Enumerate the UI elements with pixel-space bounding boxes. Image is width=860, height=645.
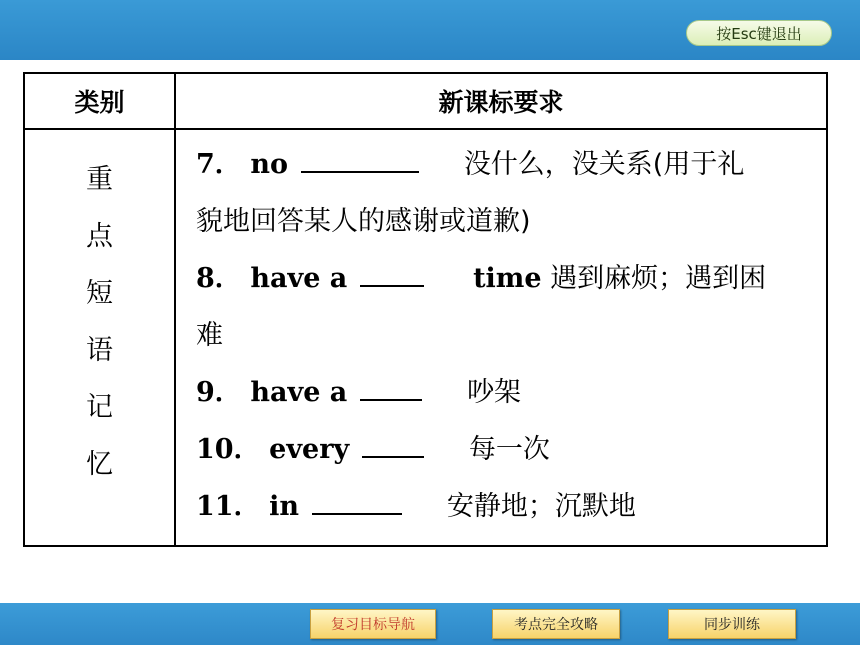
category-char: 重: [86, 164, 113, 195]
item-number: 10．: [196, 434, 261, 465]
answer-blank: [362, 430, 424, 458]
list-item: [196, 136, 810, 193]
answer-blank: [301, 145, 419, 173]
item-phrase: in: [269, 491, 300, 522]
list-item: [196, 478, 810, 535]
list-item: [196, 364, 810, 421]
item-phrase: no: [250, 149, 289, 180]
list-item: [196, 307, 810, 364]
category-char: 语: [86, 335, 113, 366]
list-item: [196, 193, 810, 250]
item-number: 8．: [196, 263, 242, 294]
item-meaning: 没什么，没关系(用于礼: [463, 149, 745, 180]
phrase-table: [23, 72, 828, 547]
item-meaning: 吵架: [467, 377, 522, 408]
practice-button[interactable]: 同步训练: [668, 609, 796, 639]
item-phrase: have a: [250, 263, 348, 294]
header-requirement: 新课标要求: [175, 73, 827, 129]
item-phrase: every: [269, 434, 350, 465]
header-category: 类别: [24, 73, 175, 129]
requirement-cell: [175, 129, 827, 546]
category-cell: [24, 129, 175, 546]
answer-blank: [360, 259, 424, 287]
item-number: 11．: [196, 491, 261, 522]
item-phrase-tail: time: [473, 263, 542, 294]
answer-blank: [360, 373, 422, 401]
item-phrase: have a: [250, 377, 348, 408]
item-meaning: 每一次: [468, 434, 550, 465]
category-char: 记: [86, 392, 113, 423]
list-item: [196, 421, 810, 478]
item-meaning: 安静地；沉默地: [446, 491, 636, 522]
category-char: 忆: [86, 449, 113, 480]
table-header-row: [24, 73, 827, 129]
review-goals-button[interactable]: 复习目标导航: [310, 609, 436, 639]
item-number: 7．: [196, 149, 242, 180]
table-row: [24, 129, 827, 546]
item-meaning: 貌地回答某人的感谢或道歉): [196, 206, 531, 237]
category-char: 短: [86, 278, 113, 309]
item-number: 9．: [196, 377, 242, 408]
item-meaning: 难: [196, 320, 223, 351]
list-item: [196, 250, 810, 307]
answer-blank: [312, 487, 402, 515]
bottom-nav-bar: [0, 603, 860, 645]
key-points-button[interactable]: 考点完全攻略: [492, 609, 620, 639]
top-bar: [0, 0, 860, 60]
item-meaning: 遇到麻烦；遇到困: [550, 263, 767, 294]
esc-exit-button[interactable]: 按Esc键退出: [686, 20, 832, 46]
category-char: 点: [86, 221, 113, 252]
